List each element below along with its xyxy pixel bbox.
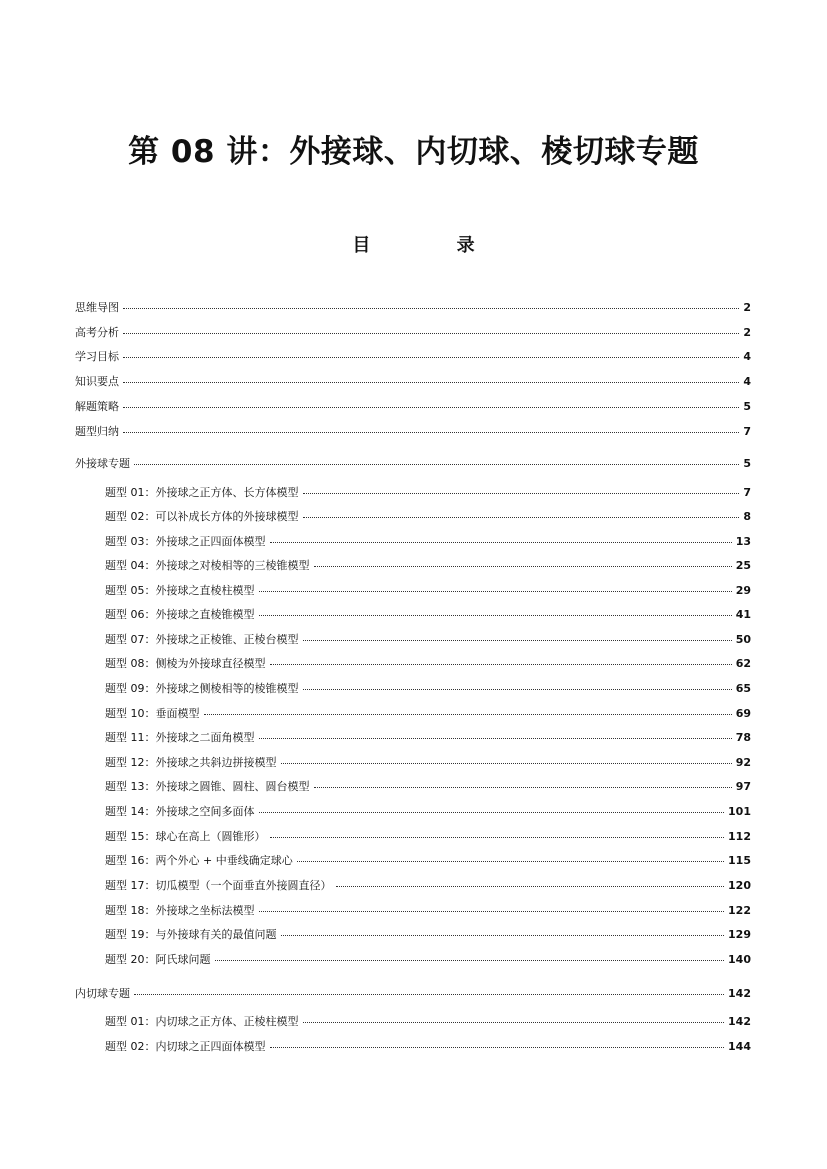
- toc-entry-page: 92: [735, 756, 751, 769]
- toc-entry-page: 5: [743, 400, 751, 413]
- type-number: 题型 12：: [105, 756, 156, 769]
- dot-leader: [281, 763, 732, 764]
- toc-entry-page: 122: [728, 904, 751, 917]
- dot-leader: [123, 432, 739, 433]
- toc-entry-problem-types[interactable]: [75, 425, 751, 439]
- dot-leader: [270, 1047, 725, 1048]
- toc-entry-label: 解题策略: [75, 400, 119, 413]
- toc-entry-page: 4: [743, 350, 751, 363]
- toc-subentry[interactable]: [105, 805, 751, 819]
- dot-leader: [259, 738, 732, 739]
- dot-leader: [123, 407, 739, 408]
- toc-entry-label: [105, 904, 255, 918]
- toc-entry-page: 142: [728, 987, 751, 1000]
- type-title: 与外接球有关的最值问题: [155, 928, 277, 941]
- toc-entry-label: [105, 830, 266, 844]
- toc-entry-label: [105, 953, 211, 967]
- type-title: 外接球之圆锥、圆柱、圆台模型: [155, 780, 310, 793]
- toc-entry-label: 知识要点: [75, 375, 119, 388]
- dot-leader: [259, 911, 725, 912]
- type-title: 阿氏球问题: [155, 953, 211, 966]
- toc-subentry[interactable]: [105, 535, 751, 549]
- dot-leader: [314, 566, 732, 567]
- type-title: 外接球之正棱锥、正棱台模型: [155, 633, 299, 646]
- toc-entry-label: [105, 535, 266, 549]
- type-title: 外接球之直棱柱模型: [155, 584, 255, 597]
- toc-subentry[interactable]: [105, 731, 751, 745]
- toc-entry-label: [105, 584, 255, 598]
- toc-entry-page: 2: [743, 301, 751, 314]
- toc-subentry[interactable]: [105, 879, 751, 893]
- toc-entry-page: 140: [728, 953, 751, 966]
- toc-entry-strategies[interactable]: [75, 400, 751, 414]
- dot-leader: [314, 787, 732, 788]
- toc-subentry[interactable]: [105, 608, 751, 622]
- type-number: 题型 13：: [105, 780, 156, 793]
- dot-leader: [336, 886, 725, 887]
- type-number: 题型 17：: [105, 879, 156, 892]
- toc-entry-label: 学习目标: [75, 350, 119, 363]
- type-number: 题型 02：: [105, 1040, 156, 1053]
- toc-subentry[interactable]: [105, 657, 751, 671]
- type-number: 题型 08：: [105, 657, 156, 670]
- dot-leader: [123, 382, 739, 383]
- toc-entry-label: 内切球专题: [75, 987, 130, 1000]
- toc-entry-label: [105, 657, 266, 671]
- type-title: 可以补成长方体的外接球模型: [155, 510, 299, 523]
- type-number: 题型 07：: [105, 633, 156, 646]
- toc-subentry[interactable]: [105, 510, 751, 524]
- toc-entry-label: [105, 756, 277, 770]
- toc-entry-label: [105, 805, 255, 819]
- document-title: 第 08 讲：外接球、内切球、棱切球专题: [128, 134, 699, 170]
- toc-entry-page: 5: [743, 457, 751, 470]
- toc-entry-label: 思维导图: [75, 301, 119, 314]
- dot-leader: [134, 464, 739, 465]
- type-title: 外接球之正四面体模型: [155, 535, 266, 548]
- toc-entry-page: 115: [728, 854, 751, 867]
- toc-subentry[interactable]: [105, 928, 751, 942]
- type-title: 球心在高上（圆锥形）: [155, 830, 266, 843]
- toc-entry-label: [105, 559, 310, 573]
- type-number: 题型 11：: [105, 731, 156, 744]
- toc-entry-label: [105, 682, 299, 696]
- type-title: 内切球之正方体、正棱柱模型: [155, 1015, 299, 1028]
- toc-entry-page: 7: [743, 486, 751, 499]
- dot-leader: [259, 591, 732, 592]
- toc-entry-label: [105, 633, 299, 647]
- type-title: 外接球之正方体、长方体模型: [155, 486, 299, 499]
- toc-subentry[interactable]: [105, 486, 751, 500]
- toc-entry-label: [105, 707, 200, 721]
- dot-leader: [123, 357, 739, 358]
- toc-subentry[interactable]: [105, 1015, 751, 1029]
- type-title: 外接球之直棱锥模型: [155, 608, 255, 621]
- toc-entry-internal-sphere[interactable]: [75, 987, 751, 1001]
- toc-entry-label: [105, 731, 255, 745]
- toc-entry-page: 25: [735, 559, 751, 572]
- toc-subentry[interactable]: [105, 707, 751, 721]
- dot-leader: [134, 994, 724, 995]
- type-number: 题型 04：: [105, 559, 156, 572]
- toc-subentry[interactable]: [105, 633, 751, 647]
- dot-leader: [259, 812, 725, 813]
- dot-leader: [270, 664, 732, 665]
- toc-heading: 目 录: [352, 235, 515, 256]
- type-number: 题型 02：: [105, 510, 156, 523]
- toc-entry-page: 8: [743, 510, 751, 523]
- type-title: 垂面模型: [155, 707, 200, 720]
- dot-leader: [123, 308, 739, 309]
- toc-entry-label: [105, 879, 332, 893]
- toc-entry-label: [105, 486, 299, 500]
- toc-entry-page: 4: [743, 375, 751, 388]
- type-number: 题型 09：: [105, 682, 156, 695]
- toc-entry-page: 50: [735, 633, 751, 646]
- dot-leader: [303, 689, 732, 690]
- type-number: 题型 05：: [105, 584, 156, 597]
- toc-entry-page: 69: [735, 707, 751, 720]
- toc-entry-page: 62: [735, 657, 751, 670]
- toc-subentry[interactable]: [105, 584, 751, 598]
- dot-leader: [303, 1022, 725, 1023]
- type-title: 外接球之坐标法模型: [155, 904, 255, 917]
- toc-entry-page: 129: [728, 928, 751, 941]
- toc-entry-label: 高考分析: [75, 326, 119, 339]
- type-number: 题型 06：: [105, 608, 156, 621]
- toc-entry-label: [105, 1040, 266, 1054]
- toc-entry-page: 112: [728, 830, 751, 843]
- toc-entry-page: 142: [728, 1015, 751, 1028]
- type-number: 题型 10：: [105, 707, 156, 720]
- toc-entry-page: 101: [728, 805, 751, 818]
- toc-subentry[interactable]: [105, 1040, 751, 1054]
- type-title: 侧棱为外接球直径模型: [155, 657, 266, 670]
- dot-leader: [297, 861, 724, 862]
- toc-entry-page: 120: [728, 879, 751, 892]
- toc-entry-key-points[interactable]: [75, 375, 751, 389]
- type-title: 两个外心 + 中垂线确定球心: [155, 854, 293, 867]
- type-number: 题型 20：: [105, 953, 156, 966]
- toc-entry-label: [105, 608, 255, 622]
- toc-entry-page: 13: [735, 535, 751, 548]
- type-title: 外接球之二面角模型: [155, 731, 255, 744]
- dot-leader: [281, 935, 725, 936]
- toc-entry-exam-analysis[interactable]: [75, 326, 751, 340]
- toc-entry-label: [105, 854, 293, 868]
- toc-entry-label: [105, 1015, 299, 1029]
- toc-entry-label: [105, 510, 299, 524]
- toc-entry-page: 65: [735, 682, 751, 695]
- type-number: 题型 18：: [105, 904, 156, 917]
- toc-entry-label: [105, 928, 277, 942]
- type-number: 题型 19：: [105, 928, 156, 941]
- dot-leader: [303, 493, 740, 494]
- dot-leader: [215, 960, 725, 961]
- type-title: 外接球之空间多面体: [155, 805, 255, 818]
- toc-entry-page: 7: [743, 425, 751, 438]
- type-number: 题型 16：: [105, 854, 156, 867]
- toc-subentry[interactable]: [105, 756, 751, 770]
- toc-subentry[interactable]: [105, 953, 751, 967]
- toc-entry-label: 题型归纳: [75, 425, 119, 438]
- dot-leader: [270, 542, 732, 543]
- dot-leader: [303, 517, 740, 518]
- toc-entry-page: 78: [735, 731, 751, 744]
- dot-leader: [270, 837, 725, 838]
- toc-subentry[interactable]: [105, 904, 751, 918]
- toc-entry-external-sphere[interactable]: [75, 457, 751, 471]
- type-number: 题型 14：: [105, 805, 156, 818]
- dot-leader: [259, 615, 732, 616]
- toc-entry-page: 29: [735, 584, 751, 597]
- dot-leader: [123, 333, 739, 334]
- dot-leader: [204, 714, 732, 715]
- toc-entry-page: 41: [735, 608, 751, 621]
- type-title: 内切球之正四面体模型: [155, 1040, 266, 1053]
- toc-entry-mind-map[interactable]: [75, 301, 751, 315]
- toc-subentry[interactable]: [105, 559, 751, 573]
- toc-subentry[interactable]: [105, 682, 751, 696]
- type-number: 题型 01：: [105, 1015, 156, 1028]
- type-title: 外接球之侧棱相等的棱锥模型: [155, 682, 299, 695]
- toc-entry-label: [105, 780, 310, 794]
- toc-subentry[interactable]: [105, 830, 751, 844]
- type-number: 题型 01：: [105, 486, 156, 499]
- type-number: 题型 03：: [105, 535, 156, 548]
- toc-subentry[interactable]: [105, 780, 751, 794]
- type-title: 切瓜模型（一个面垂直外接圆直径）: [155, 879, 332, 892]
- type-title: 外接球之对棱相等的三棱锥模型: [155, 559, 310, 572]
- type-title: 外接球之共斜边拼接模型: [155, 756, 277, 769]
- type-number: 题型 15：: [105, 830, 156, 843]
- toc-subentry[interactable]: [105, 854, 751, 868]
- toc-entry-page: 97: [735, 780, 751, 793]
- toc-entry-page: 144: [728, 1040, 751, 1053]
- toc-entry-page: 2: [743, 326, 751, 339]
- dot-leader: [303, 640, 732, 641]
- toc-entry-label: 外接球专题: [75, 457, 130, 470]
- toc-entry-learning-goals[interactable]: [75, 350, 751, 364]
